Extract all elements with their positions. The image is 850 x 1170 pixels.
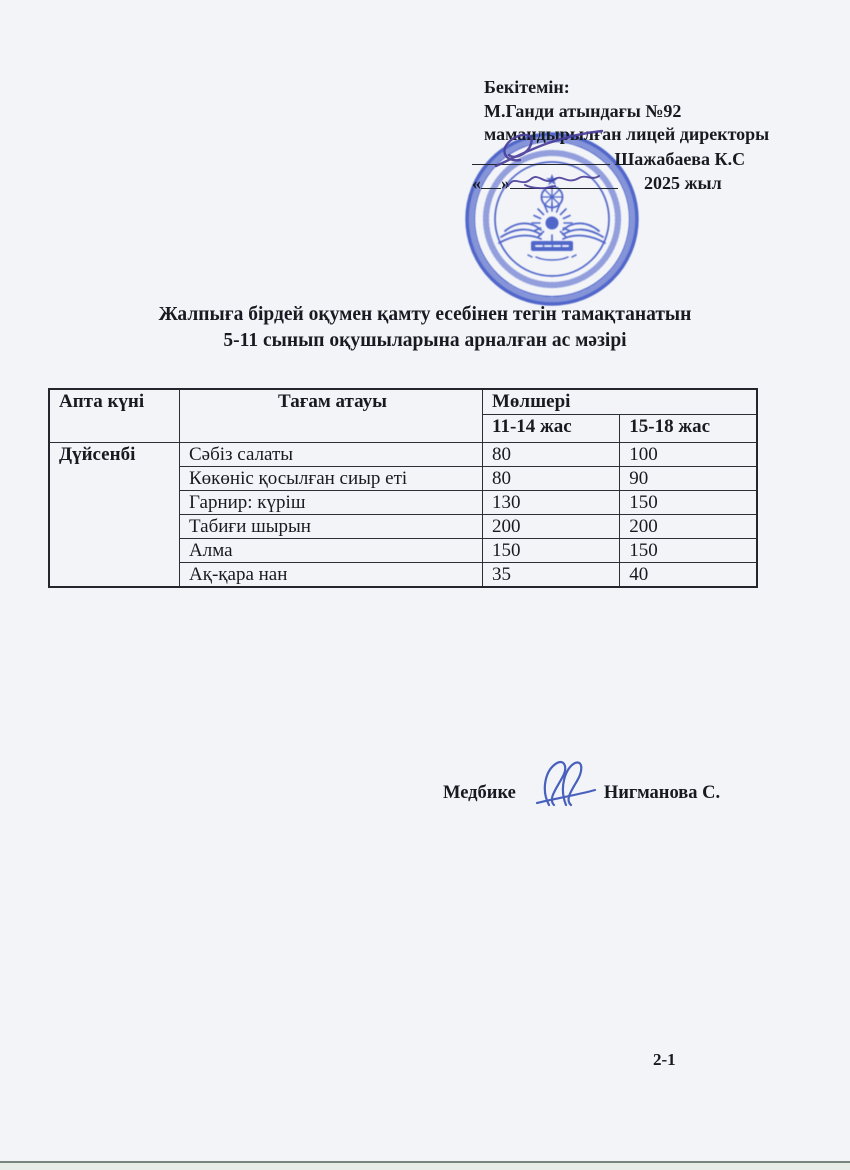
scan-edge-margin [0, 1163, 850, 1170]
nurse-name: Нигманова С. [603, 783, 721, 803]
dish-cell: Табиғи шырын [180, 514, 483, 538]
header-day: Апта күні [49, 389, 180, 442]
portion-11-14-cell: 35 [483, 562, 620, 587]
portion-15-18-cell: 100 [620, 442, 757, 466]
portion-15-18-cell: 150 [620, 538, 757, 562]
dish-cell: Көкөніс қосылған сиыр еті [180, 466, 483, 490]
portion-11-14-cell: 80 [483, 442, 620, 466]
dish-cell: Алма [180, 538, 483, 562]
header-amount: Мөлшері [483, 389, 758, 414]
header-age-15-18: 15-18 жас [620, 414, 757, 442]
quote-close: » [501, 173, 510, 193]
document-title-line-1: Жалпыға бірдей оқумен қамту есебінен тегін тамақтанатын [158, 304, 692, 325]
portion-11-14-cell: 130 [483, 490, 620, 514]
director-signature [488, 124, 608, 174]
document-title-line-2: 5-11 сынып оқушыларына арналған ас мәзірі [223, 330, 627, 351]
dish-cell: Гарнир: күріш [180, 490, 483, 514]
header-age-11-14: 11-14 жас [483, 414, 620, 442]
portion-15-18-cell: 150 [620, 490, 757, 514]
org-name-line-1: М.Ганди атындағы №92 [484, 100, 682, 121]
document-title [30, 302, 820, 354]
table-header-row-1 [49, 389, 757, 414]
menu-table [48, 388, 758, 588]
nurse-signature [533, 758, 599, 810]
dish-cell: Сәбіз салаты [180, 442, 483, 466]
nurse-label: Медбике [443, 783, 516, 803]
handwritten-date-word [503, 169, 603, 193]
portion-15-18-cell: 200 [620, 514, 757, 538]
table-row [49, 442, 757, 466]
director-name: Шажабаева К.С [614, 148, 746, 169]
menu-table-grid [48, 388, 758, 588]
dish-cell: Ақ-қара нан [180, 562, 483, 587]
portion-15-18-cell: 90 [620, 466, 757, 490]
portion-11-14-cell: 200 [483, 514, 620, 538]
year-text: 2025 жыл [644, 173, 722, 193]
portion-15-18-cell: 40 [620, 562, 757, 587]
day-cell: Дүйсенбі [49, 442, 180, 587]
approve-label: Бекітемін: [484, 77, 570, 97]
quote-open: « [472, 173, 481, 193]
header-dish: Тағам атауы [180, 389, 483, 442]
portion-11-14-cell: 150 [483, 538, 620, 562]
org-name-line-2: мамандырылған лицей директоры [484, 124, 770, 144]
page-number: 2-1 [653, 1050, 676, 1069]
portion-11-14-cell: 80 [483, 466, 620, 490]
